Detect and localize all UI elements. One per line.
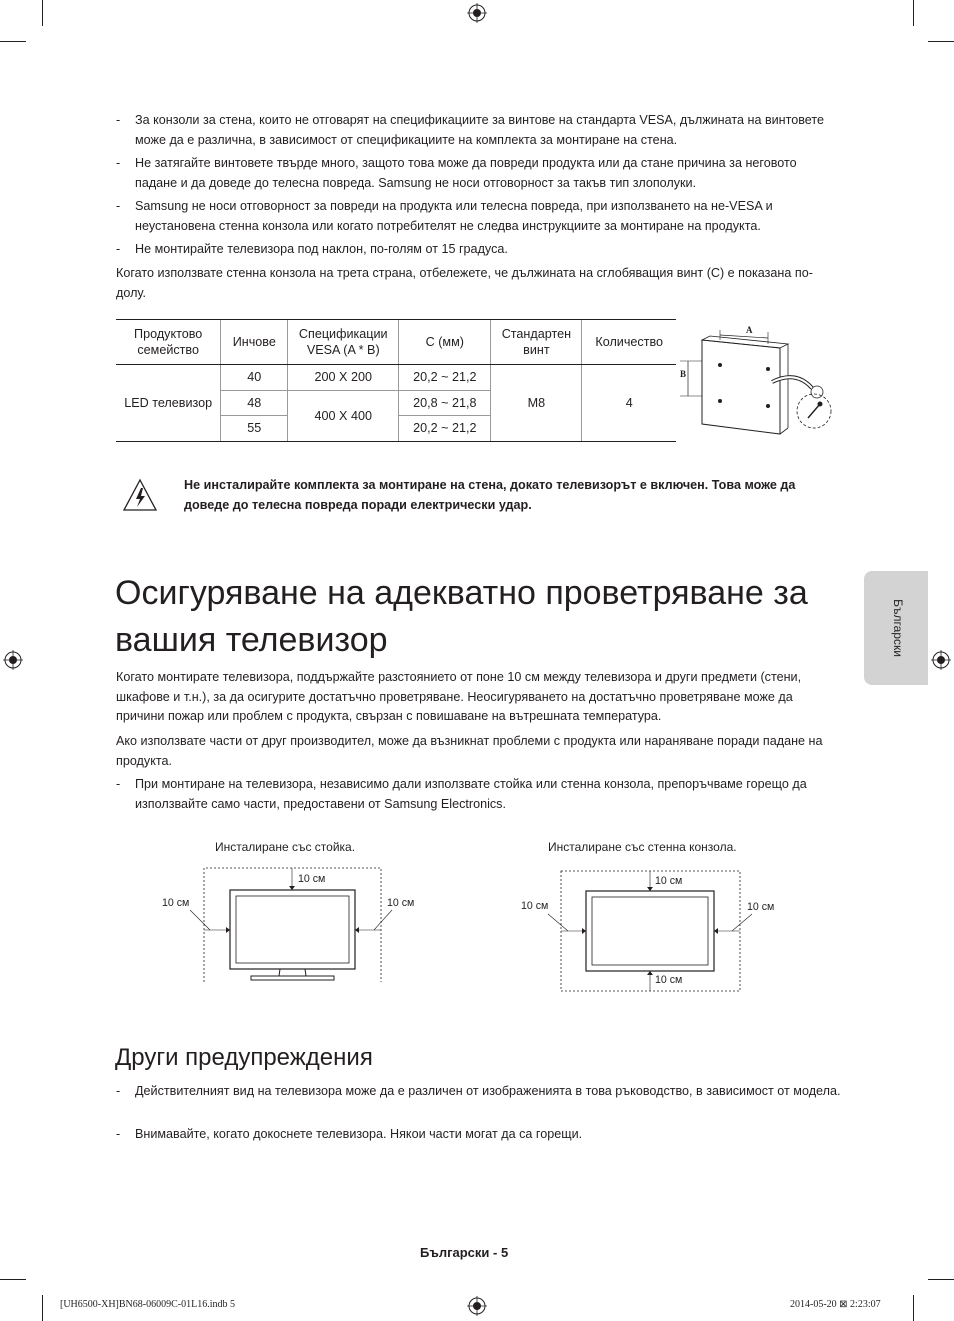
- table-cell: 4: [582, 365, 676, 442]
- table-header: Количество: [582, 320, 676, 365]
- clearance-label: 10 см: [387, 897, 415, 909]
- page-number: Български - 5: [420, 1245, 509, 1260]
- table-cell: 48: [221, 390, 288, 416]
- table-header: Спецификации VESA (A * B): [288, 320, 399, 365]
- bullet-text: Внимавайте, когато докоснете телевизора. Някои части могат да са горещи.: [135, 1127, 583, 1141]
- table-cell: 200 X 200: [288, 365, 399, 391]
- stand-clearance-diagram: [160, 860, 400, 985]
- table-header: Стандартен винт: [491, 320, 582, 365]
- clearance-label: 10 см: [655, 875, 683, 887]
- ventilation-paragraph: Ако използвате части от друг производител, може да възникнат проблеми с продукта или нараняване поради падане на продукта.: [116, 734, 823, 768]
- stand-install-caption: Инсталиране със стойка.: [215, 840, 356, 854]
- clearance-label: 10 см: [521, 900, 549, 912]
- wall-clearance-diagram: [520, 866, 780, 994]
- crop-mark: [42, 1295, 43, 1321]
- crop-mark: [0, 1279, 26, 1280]
- electric-shock-warning-icon: [122, 478, 158, 512]
- bullet-item: [116, 1125, 841, 1145]
- dimension-label-b: B: [680, 369, 687, 379]
- table-cell: 40: [221, 365, 288, 391]
- bullet-text: Действителният вид на телевизора може да е различен от изображенията в това ръководство, в зависимост от модела.: [135, 1084, 841, 1098]
- bullet-item: [116, 240, 841, 260]
- section-title-line: вашия телевизор: [115, 621, 388, 659]
- bullet-item: [116, 1082, 841, 1102]
- warning-text: Не инсталирайте комплекта за монтиране на стена, докато телевизорът е включен. Това може да доведе до телесна повреда поради електрически удар.: [184, 478, 796, 512]
- bullet-text: Не затягайте винтовете твърде много, защото това може да повреди продукта или да стане причина за неговото падане и да доведе до телесна повреда. Samsung не носи отговорност за такъв тип злополуки.: [135, 156, 797, 190]
- registration-mark-icon: [931, 650, 951, 670]
- table-cell: 400 X 400: [288, 390, 399, 441]
- bullet-dash: -: [116, 242, 121, 256]
- table-cell: 20,2 ~ 21,2: [399, 365, 491, 391]
- table-cell: 55: [221, 416, 288, 442]
- bullet-text: При монтиране на телевизора, независимо дали използвате стойка или стенна конзола, препоръчваме горещо да използвайте само части, предоставени от Samsung Electronics.: [135, 777, 807, 811]
- registration-mark-icon: [3, 650, 23, 670]
- bullet-item: [116, 197, 841, 236]
- language-side-tab-label: Български: [891, 599, 905, 657]
- bullet-dash: -: [116, 199, 121, 213]
- table-header: C (мм): [399, 320, 491, 365]
- bullet-dash: -: [116, 1084, 121, 1098]
- bullet-dash: -: [116, 113, 121, 127]
- crop-mark: [913, 0, 914, 26]
- bullet-dash: -: [116, 156, 121, 170]
- vesa-spec-table: [116, 319, 676, 442]
- dimension-label-a: A: [746, 325, 753, 335]
- file-info: [UH6500-XH]BN68-06009C-01L16.indb 5: [60, 1299, 235, 1310]
- bullet-text: За конзоли за стена, които не отговарят на спецификациите за винтове на стандарта VESA, дължината на винтовете може да е различна, в зависимост от спецификациите на комплекта за монтиране на стена.: [135, 113, 825, 147]
- ventilation-paragraph: Когато монтирате телевизора, поддържайте разстоянието от поне 10 см между телевизора и други предмети (стени, шкафове и т.н.), за да осигурите достатъчно проветряване. Неосигуряването на достатъчно проветряване може да причини пожар или проблем с продукта, свързан с повишаване на вътрешната температура.: [116, 670, 802, 723]
- table-header: Продуктово семейство: [116, 320, 221, 365]
- table-cell: M8: [491, 365, 582, 442]
- table-row: [116, 365, 676, 391]
- date-info: 2014-05-20 ⊠ 2:23:07: [790, 1299, 881, 1310]
- registration-mark-icon: [467, 3, 487, 23]
- clearance-label: 10 см: [655, 974, 683, 986]
- bullet-item: [116, 775, 841, 814]
- section-title-line: Осигуряване на адекватно проветряване за: [115, 574, 808, 612]
- crop-mark: [913, 1295, 914, 1321]
- section-title: [115, 570, 808, 664]
- language-side-tab: [864, 571, 928, 685]
- bullet-text: Samsung не носи отговорност за повреди на продукта или телесна повреда, при използването на не-VESA и неустановена стенна конзола или когато потребителят не следва инструкциите за монтиране на продукта.: [135, 199, 773, 233]
- bullet-item: [116, 111, 841, 150]
- other-warnings-title: Други предупреждения: [115, 1044, 373, 1071]
- clearance-label: 10 см: [162, 897, 190, 909]
- crop-mark: [0, 41, 26, 42]
- bullet-item: [116, 154, 841, 193]
- clearance-label: 10 см: [298, 873, 326, 885]
- table-cell: LED телевизор: [116, 365, 221, 442]
- clearance-label: 10 см: [747, 901, 775, 913]
- table-header: Инчове: [221, 320, 288, 365]
- crop-mark: [42, 0, 43, 26]
- screw-note: Когато използвате стенна конзола на трета страна, отбележете, че дължината на сглобяващия винт (C) е показана по-долу.: [116, 266, 813, 300]
- crop-mark: [928, 41, 954, 42]
- wall-mount-diagram: [676, 318, 836, 442]
- crop-mark: [928, 1279, 954, 1280]
- bullet-dash: -: [116, 1127, 121, 1141]
- bullet-text: Не монтирайте телевизора под наклон, по-голям от 15 градуса.: [135, 242, 508, 256]
- wall-install-caption: Инсталиране със стенна конзола.: [548, 840, 737, 854]
- bullet-dash: -: [116, 777, 121, 791]
- table-cell: 20,8 ~ 21,8: [399, 390, 491, 416]
- registration-mark-icon: [467, 1296, 487, 1316]
- table-cell: 20,2 ~ 21,2: [399, 416, 491, 442]
